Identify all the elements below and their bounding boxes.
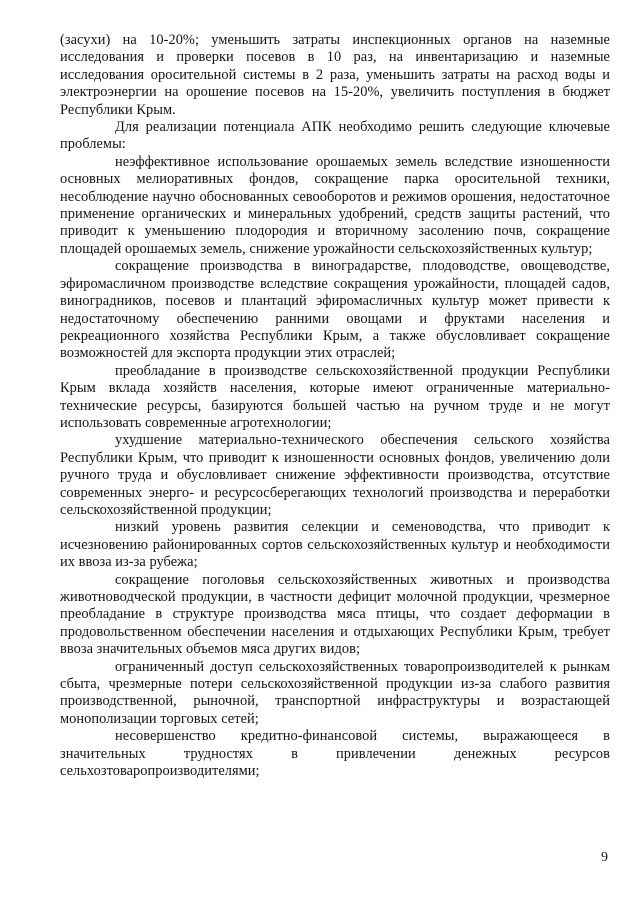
paragraph-continuation: (засухи) на 10-20%; уменьшить затраты инспекционных органов на наземные исследования и проверки посевов в 10 раз, на инвентаризацию и наземные исследования оросительной системы в 2 раза, уменьшить затраты на расход воды и электроэнергии на орошение посевов на 15-20%, увеличить поступления в бюджет Республики Крым. (60, 32, 610, 118)
paragraph-problem-breeding: низкий уровень развития селекции и семеноводства, что приводит к исчезновению районированных сортов сельскохозяйственных культур и необходимости их ввоза из-за рубежа; (60, 519, 610, 571)
paragraph-intro: Для реализации потенциала АПК необходимо решить следующие ключевые проблемы: (60, 119, 610, 153)
paragraph-problem-markets: ограниченный доступ сельскохозяйственных товаропроизводителей к рынкам сбыта, чрезмерные потери сельскохозяйственной продукции из-за слабого развития производственной, рыночной, транспортной инфраструктуры и возрастающей монополизации торговых сетей; (60, 658, 610, 727)
paragraph-problem-credit: несовершенство кредитно-финансовой системы, выражающееся в значительных трудностях в привлечении денежных ресурсов сельхозтоваропроизводителями; (60, 728, 610, 780)
paragraph-problem-irrigation: неэффективное использование орошаемых земель вследствие изношенности основных мелиоративных фондов, сокращение парка оросительной техники, несоблюдение научно обоснованных севооборотов и режимов орошения, недостаточное применение органических и минеральных удобрений, средств защиты растений, что приводит к уменьшению плодородия и вторичному засолению почв, сокращение площадей орошаемых земель, снижение урожайности сельскохозяйственных культур; (60, 153, 610, 257)
paragraph-problem-livestock: сокращение поголовья сельскохозяйственных животных и производства животноводческой продукции, в частности дефицит молочной продукции, чрезмерное преобладание в структуре производства мяса птицы, что создает деформации в продовольственном обеспечении населения и отдыхающих Республики Крым, требует ввоза значительных объемов мяса других видов; (60, 571, 610, 658)
paragraph-problem-households: преобладание в производстве сельскохозяйственной продукции Республики Крым вклада хозяйств населения, которые имеют ограниченные материально-технические ресурсы, базируются большей частью на ручном труде и не могут использовать современные агротехнологии; (60, 362, 610, 431)
page-number: 9 (601, 850, 608, 865)
document-body (60, 32, 610, 780)
paragraph-problem-horticulture: сокращение производства в виноградарстве, плодоводстве, овощеводстве, эфиромасличном производстве вследствие сокращения урожайности, площадей садов, виноградников, посевов и плантаций эфиромасличных культур может привести к недостаточному обеспечению ранними овощами и фруктами населения и рекреационного хозяйства Республики Крым, а также обусловливает сокращение возможностей для экспорта продукции этих отраслей; (60, 258, 610, 362)
paragraph-problem-equipment: ухудшение материально-технического обеспечения сельского хозяйства Республики Крым, что приводит к изношенности основных фондов, увеличению доли ручного труда и обусловливает снижение эффективности производства, отсутствие современных энерго- и ресурсосберегающих технологий производства и переработки сельскохозяйственной продукции; (60, 432, 610, 518)
